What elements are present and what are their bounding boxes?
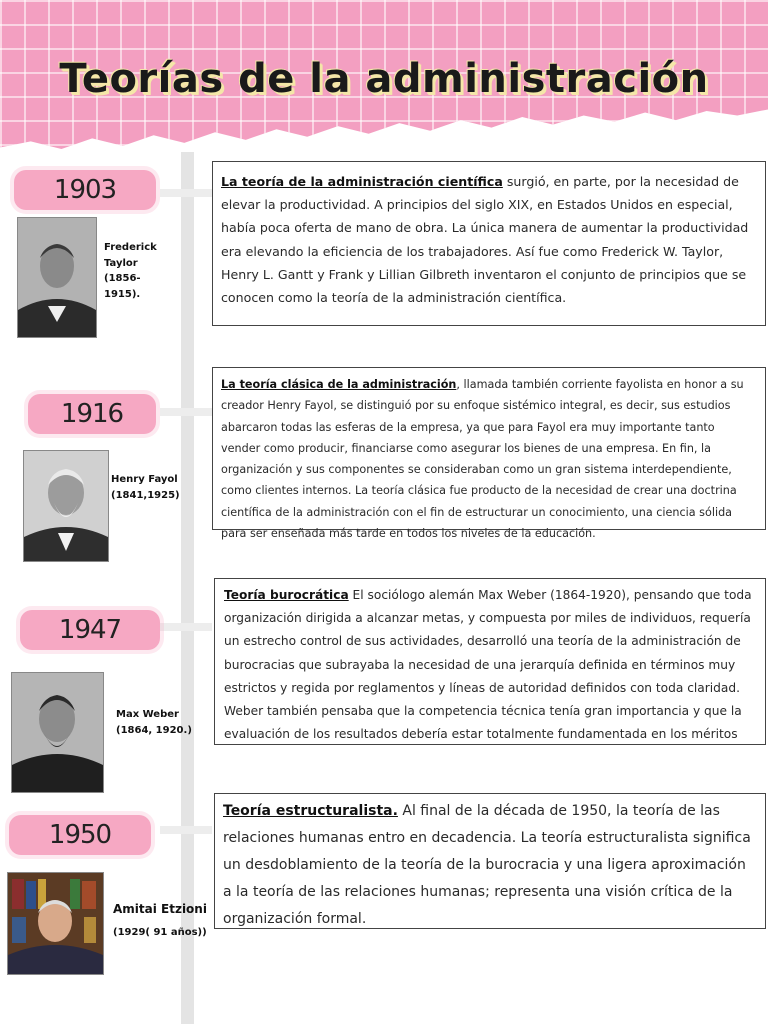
year-badge: 1916 [28,394,156,434]
timeline-connector [160,408,212,416]
person-name: Amitai Etzioni [113,902,207,916]
year-badge: 1947 [20,610,160,650]
portrait-photo [7,872,104,975]
info-card [212,367,766,541]
portrait-photo [11,672,104,793]
portrait-photo [23,450,109,562]
info-card [214,793,766,929]
year-badge: 1903 [14,170,156,210]
portrait-photo [17,217,97,338]
person-name: Henry Fayol (1841,1925) [111,474,180,501]
timeline-connector [160,623,212,631]
info-card [212,161,766,326]
card-text: surgió, en parte, por la necesidad de elevar la productividad. A principios del siglo XIX, en Estados Unidos en especial, había poca oferta de mano de obra. La única manera de aumentar la productividad era elevando la eficiencia de los trabajadores. Así fue como Frederick W. Taylor, Henry L. Gantt y Frank y Lillian Gilbreth inventaron el conjunto de principios que se conocen como la teoría de la administración científica. [221,174,749,306]
card-title: La teoría de la administración científica [221,174,503,189]
timeline-line [181,152,194,1024]
card-text: , llamada también corriente fayolista en honor a su creador Henry Fayol, se distinguió por su enfoque sistémico integral, es decir, sus estudios abarcaron todas las esferas de la empresa, ya que para Fayol era muy importante tanto vender como producir, financiarse como asegurar los bienes de una empresa. En fin, la organización y sus componentes se consideraban como un gran sistema interdependiente, como clientes internos. La teoría clásica fue producto de la necesidad de crear una doctrina científica de la administración con el fin de estructurar un conocimiento, una ciencia sólida para ser enseñada más tarde en todos los niveles de la educación. [221,378,744,541]
person-dates: (1929( 91 años)) [113,927,207,938]
card-title: Teoría burocrática [224,588,349,602]
card-title: Teoría estructuralista. [223,803,398,819]
card-text: Al final de la década de 1950, la teoría de las relaciones humanas entro en decadencia. La teoría estructuralista significa un desdoblamiento de la teoría de la burocracia y una ligera aproximación a la teoría de las relaciones humanas; representa una visión crítica de la organización formal. [223,803,751,927]
card-text: El sociólogo alemán Max Weber (1864-1920), pensando que toda organización dirigida a alcanzar metas, y compuesta por miles de individuos, requería un estrecho control de sus actividades, desarrolló una teoría de la administración de burocracias que subrayaba la necesidad de una jerarquía definida en términos muy estrictos y regida por reglamentos y líneas de autoridad definidos con toda claridad. Weber también pensaba que la competencia técnica tenía gran importancia y que la evaluación de los resultados debería estar totalmente fundamentada en los méritos [224,588,752,742]
year-badge: 1950 [9,815,151,855]
person-name: Frederick Taylor (1856- 1915). [104,242,157,300]
timeline-connector [160,189,212,197]
info-card [214,578,766,745]
card-title: La teoría clásica de la administración [221,378,457,391]
person-name: Max Weber (1864, 1920.) [116,709,192,736]
page-title: Teorías de la administración [59,56,709,102]
timeline-connector [160,826,212,834]
